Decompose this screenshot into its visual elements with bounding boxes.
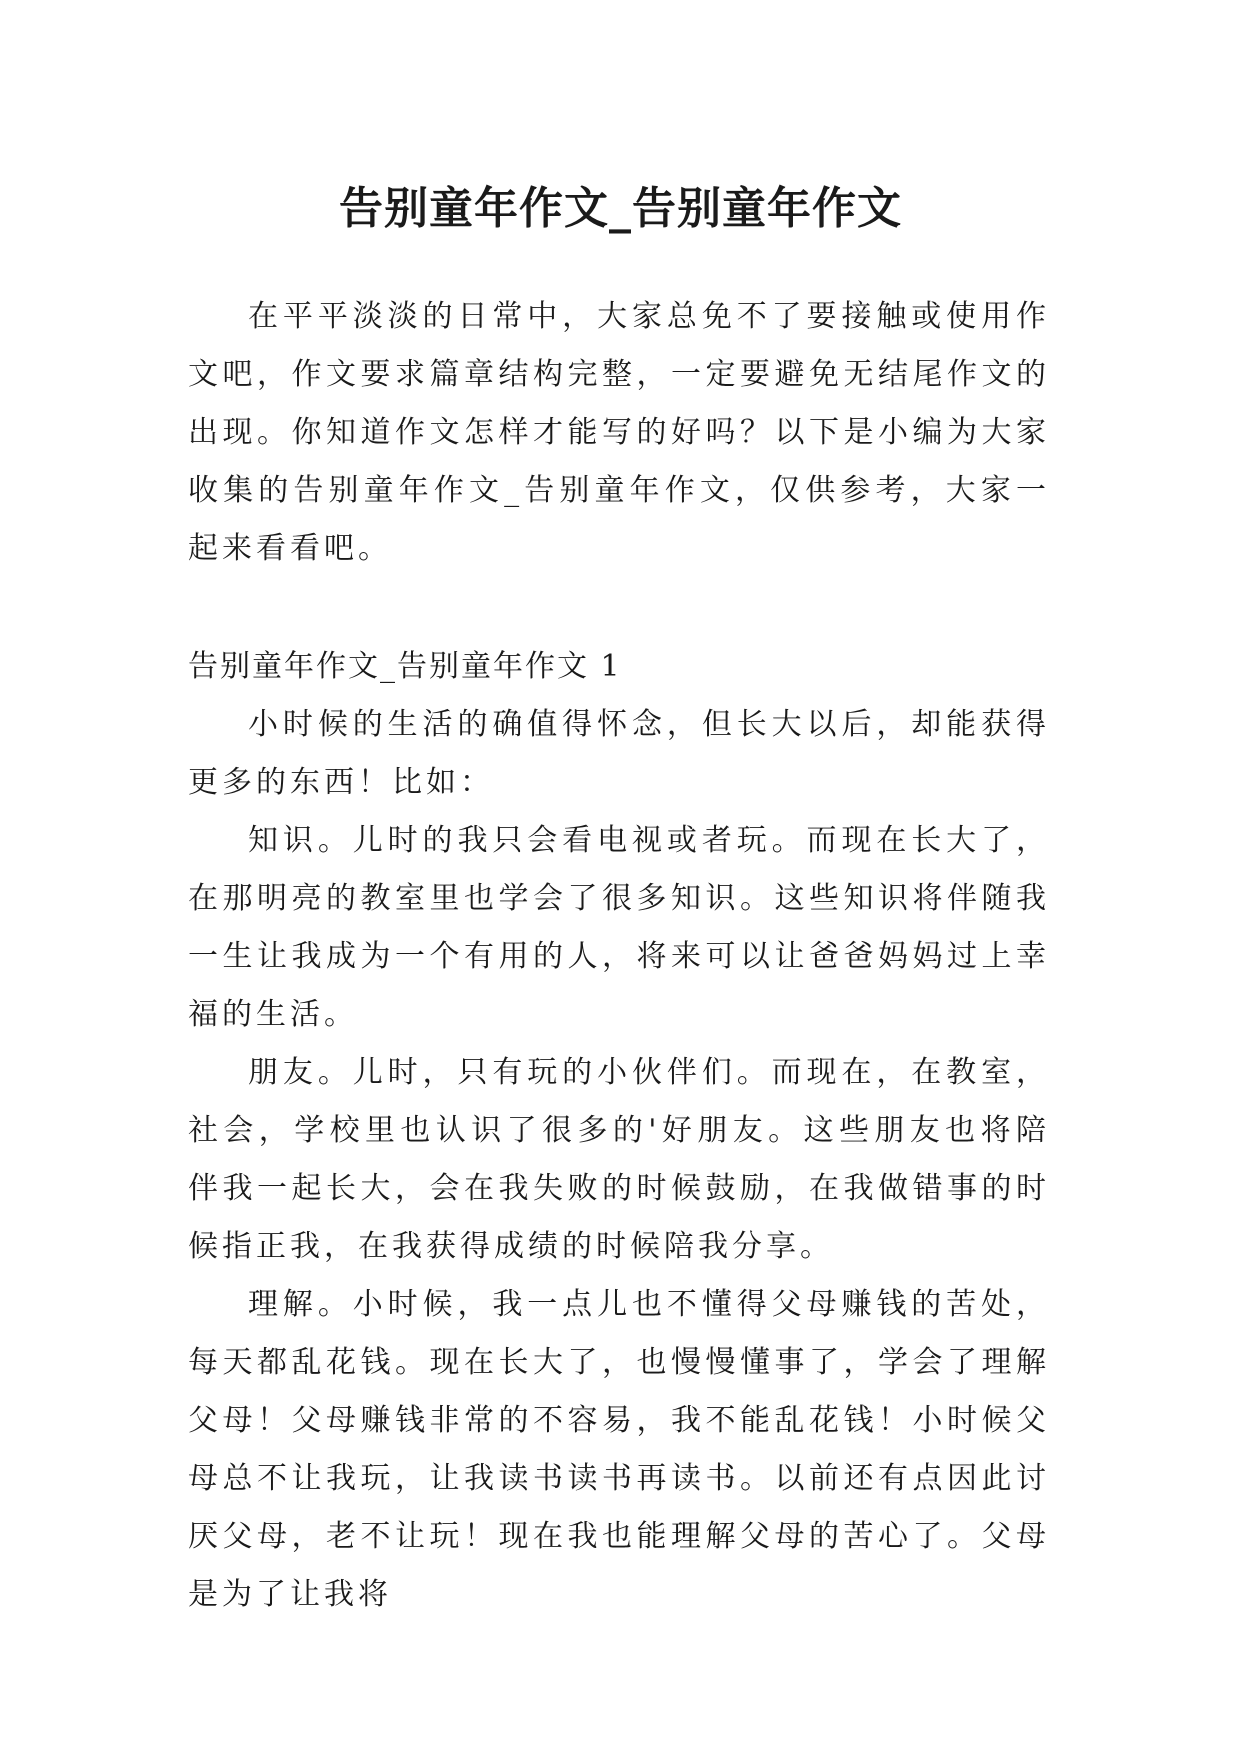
body-paragraph: 小时候的生活的确值得怀念，但长大以后，却能获得更多的东西！比如： — [188, 707, 1050, 800]
section-heading: 告别童年作文_告别童年作文 1 — [188, 649, 622, 684]
body-paragraph: 理解。小时候，我一点儿也不懂得父母赚钱的苦处，每天都乱花钱。现在长大了，也慢慢懂事了，学会了理解父母！父母赚钱非常的不容易，我不能乱花钱！小时候父母总不让我玩，让我读书读书再读书。以前还有点因此讨厌父母，老不让玩！现在我也能理解父母的苦心了。父母是为了让我将 — [188, 1287, 1050, 1612]
document-body — [188, 288, 1050, 1624]
intro-paragraph: 在平平淡淡的日常中，大家总免不了要接触或使用作文吧，作文要求篇章结构完整，一定要避免无结尾作文的出现。你知道作文怎样才能写的好吗？以下是小编为大家收集的告别童年作文_告别童年作文，仅供参考，大家一起来看看吧。 — [188, 299, 1050, 566]
body-paragraph: 朋友。儿时，只有玩的小伙伴们。而现在，在教室，社会，学校里也认识了很多的'好朋友。这些朋友也将陪伴我一起长大，会在我失败的时候鼓励，在我做错事的时候指正我，在我获得成绩的时候陪我分享。 — [188, 1055, 1050, 1264]
body-paragraph: 知识。儿时的我只会看电视或者玩。而现在长大了，在那明亮的教室里也学会了很多知识。这些知识将伴随我一生让我成为一个有用的人，将来可以让爸爸妈妈过上幸福的生活。 — [188, 823, 1050, 1032]
document-title: 告别童年作文_告别童年作文 — [339, 183, 902, 235]
